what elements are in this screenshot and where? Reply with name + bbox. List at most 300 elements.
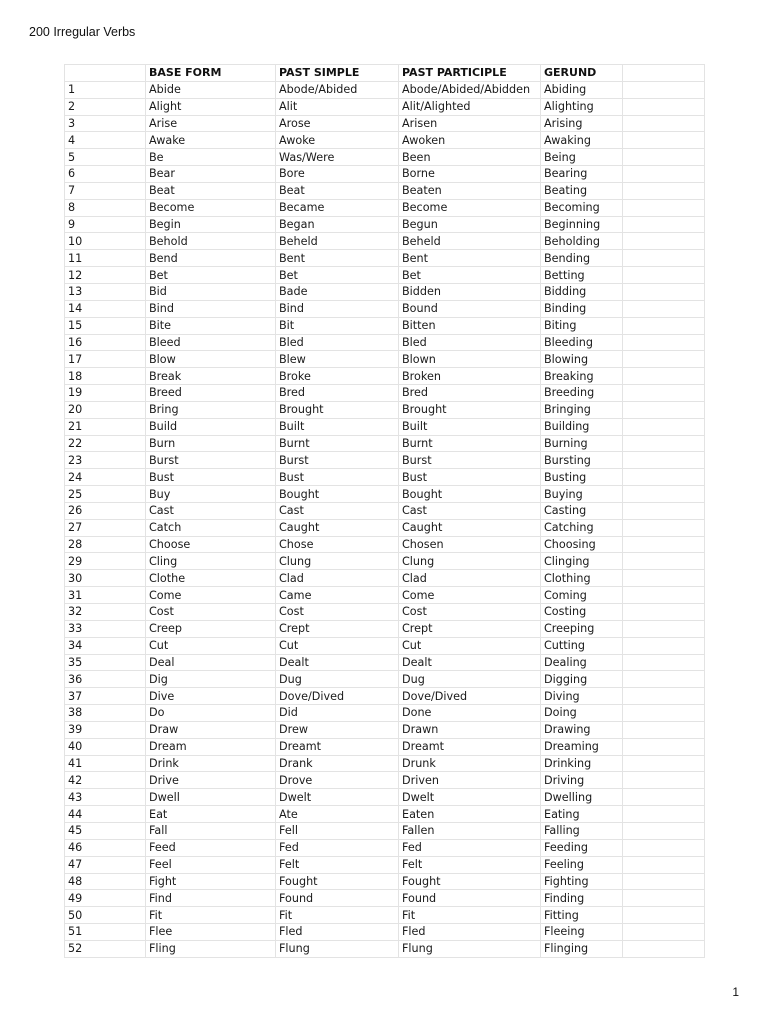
row-number: 37 bbox=[65, 688, 146, 705]
base-form-cell: Feed bbox=[146, 839, 276, 856]
row-number: 6 bbox=[65, 166, 146, 183]
gerund-cell: Busting bbox=[541, 469, 623, 486]
past-participle-cell: Bound bbox=[399, 300, 541, 317]
table-row bbox=[65, 182, 705, 199]
table-row bbox=[65, 789, 705, 806]
gerund-cell: Driving bbox=[541, 772, 623, 789]
past-participle-cell: Bent bbox=[399, 250, 541, 267]
page-number: 1 bbox=[732, 985, 739, 999]
base-form-cell: Arise bbox=[146, 115, 276, 132]
table-row bbox=[65, 671, 705, 688]
row-number: 17 bbox=[65, 351, 146, 368]
gerund-cell: Fleeing bbox=[541, 924, 623, 941]
row-number: 42 bbox=[65, 772, 146, 789]
table-row bbox=[65, 502, 705, 519]
base-form-cell: Dive bbox=[146, 688, 276, 705]
gerund-cell: Burning bbox=[541, 435, 623, 452]
empty-cell bbox=[623, 115, 705, 132]
past-simple-cell: Ate bbox=[276, 806, 399, 823]
past-simple-cell: Drank bbox=[276, 755, 399, 772]
past-simple-cell: Chose bbox=[276, 536, 399, 553]
past-participle-cell: Clad bbox=[399, 570, 541, 587]
past-simple-cell: Bit bbox=[276, 317, 399, 334]
row-number: 2 bbox=[65, 98, 146, 115]
past-participle-cell: Eaten bbox=[399, 806, 541, 823]
empty-cell bbox=[623, 486, 705, 503]
past-simple-cell: Built bbox=[276, 418, 399, 435]
past-participle-cell: Clung bbox=[399, 553, 541, 570]
past-simple-cell: Brought bbox=[276, 401, 399, 418]
row-number: 41 bbox=[65, 755, 146, 772]
past-participle-cell: Drunk bbox=[399, 755, 541, 772]
base-form-cell: Cling bbox=[146, 553, 276, 570]
table-row bbox=[65, 351, 705, 368]
gerund-cell: Bearing bbox=[541, 166, 623, 183]
empty-cell bbox=[623, 452, 705, 469]
base-form-cell: Find bbox=[146, 890, 276, 907]
past-simple-cell: Clung bbox=[276, 553, 399, 570]
table-row bbox=[65, 721, 705, 738]
row-number: 26 bbox=[65, 502, 146, 519]
table-row bbox=[65, 890, 705, 907]
empty-cell bbox=[623, 587, 705, 604]
past-participle-cell: Arisen bbox=[399, 115, 541, 132]
empty-cell bbox=[623, 654, 705, 671]
base-form-cell: Bring bbox=[146, 401, 276, 418]
table-row bbox=[65, 199, 705, 216]
base-form-cell: Choose bbox=[146, 536, 276, 553]
row-number: 24 bbox=[65, 469, 146, 486]
table-row bbox=[65, 166, 705, 183]
row-number: 51 bbox=[65, 924, 146, 941]
base-form-cell: Dream bbox=[146, 738, 276, 755]
base-form-cell: Build bbox=[146, 418, 276, 435]
past-participle-cell: Crept bbox=[399, 620, 541, 637]
table-row bbox=[65, 300, 705, 317]
past-simple-cell: Bled bbox=[276, 334, 399, 351]
base-form-cell: Bleed bbox=[146, 334, 276, 351]
past-simple-cell: Dove/Dived bbox=[276, 688, 399, 705]
table-row bbox=[65, 98, 705, 115]
header-number bbox=[65, 65, 146, 82]
gerund-cell: Betting bbox=[541, 267, 623, 284]
table-row bbox=[65, 452, 705, 469]
gerund-cell: Becoming bbox=[541, 199, 623, 216]
row-number: 43 bbox=[65, 789, 146, 806]
row-number: 3 bbox=[65, 115, 146, 132]
past-participle-cell: Burst bbox=[399, 452, 541, 469]
past-participle-cell: Drawn bbox=[399, 721, 541, 738]
empty-cell bbox=[623, 233, 705, 250]
row-number: 35 bbox=[65, 654, 146, 671]
past-simple-cell: Awoke bbox=[276, 132, 399, 149]
base-form-cell: Clothe bbox=[146, 570, 276, 587]
empty-cell bbox=[623, 553, 705, 570]
table-row bbox=[65, 317, 705, 334]
gerund-cell: Drinking bbox=[541, 755, 623, 772]
past-participle-cell: Found bbox=[399, 890, 541, 907]
past-simple-cell: Arose bbox=[276, 115, 399, 132]
gerund-cell: Bending bbox=[541, 250, 623, 267]
empty-cell bbox=[623, 705, 705, 722]
base-form-cell: Bind bbox=[146, 300, 276, 317]
past-participle-cell: Beaten bbox=[399, 182, 541, 199]
past-participle-cell: Begun bbox=[399, 216, 541, 233]
past-participle-cell: Alit/Alighted bbox=[399, 98, 541, 115]
past-participle-cell: Beheld bbox=[399, 233, 541, 250]
past-simple-cell: Cast bbox=[276, 502, 399, 519]
base-form-cell: Abide bbox=[146, 81, 276, 98]
gerund-cell: Digging bbox=[541, 671, 623, 688]
past-simple-cell: Crept bbox=[276, 620, 399, 637]
gerund-cell: Buying bbox=[541, 486, 623, 503]
past-simple-cell: Came bbox=[276, 587, 399, 604]
gerund-cell: Choosing bbox=[541, 536, 623, 553]
table-row bbox=[65, 385, 705, 402]
empty-cell bbox=[623, 149, 705, 166]
base-form-cell: Awake bbox=[146, 132, 276, 149]
row-number: 18 bbox=[65, 368, 146, 385]
table-row bbox=[65, 806, 705, 823]
past-simple-cell: Bade bbox=[276, 283, 399, 300]
base-form-cell: Bust bbox=[146, 469, 276, 486]
row-number: 28 bbox=[65, 536, 146, 553]
base-form-cell: Cast bbox=[146, 502, 276, 519]
row-number: 27 bbox=[65, 519, 146, 536]
row-number: 16 bbox=[65, 334, 146, 351]
row-number: 13 bbox=[65, 283, 146, 300]
past-simple-cell: Drew bbox=[276, 721, 399, 738]
past-participle-cell: Cut bbox=[399, 637, 541, 654]
past-participle-cell: Cast bbox=[399, 502, 541, 519]
gerund-cell: Bringing bbox=[541, 401, 623, 418]
gerund-cell: Diving bbox=[541, 688, 623, 705]
empty-cell bbox=[623, 924, 705, 941]
base-form-cell: Draw bbox=[146, 721, 276, 738]
row-number: 29 bbox=[65, 553, 146, 570]
base-form-cell: Eat bbox=[146, 806, 276, 823]
empty-cell bbox=[623, 806, 705, 823]
past-simple-cell: Bred bbox=[276, 385, 399, 402]
past-simple-cell: Dealt bbox=[276, 654, 399, 671]
row-number: 36 bbox=[65, 671, 146, 688]
past-participle-cell: Awoken bbox=[399, 132, 541, 149]
table-row bbox=[65, 907, 705, 924]
gerund-cell: Breaking bbox=[541, 368, 623, 385]
base-form-cell: Cut bbox=[146, 637, 276, 654]
base-form-cell: Bid bbox=[146, 283, 276, 300]
gerund-cell: Being bbox=[541, 149, 623, 166]
gerund-cell: Bleeding bbox=[541, 334, 623, 351]
past-participle-cell: Come bbox=[399, 587, 541, 604]
past-simple-cell: Felt bbox=[276, 856, 399, 873]
table-row bbox=[65, 772, 705, 789]
past-simple-cell: Dreamt bbox=[276, 738, 399, 755]
past-participle-cell: Broken bbox=[399, 368, 541, 385]
past-participle-cell: Bust bbox=[399, 469, 541, 486]
header-past-simple: PAST SIMPLE bbox=[276, 65, 399, 82]
past-participle-cell: Dove/Dived bbox=[399, 688, 541, 705]
past-simple-cell: Found bbox=[276, 890, 399, 907]
gerund-cell: Bursting bbox=[541, 452, 623, 469]
row-number: 39 bbox=[65, 721, 146, 738]
row-number: 21 bbox=[65, 418, 146, 435]
base-form-cell: Alight bbox=[146, 98, 276, 115]
gerund-cell: Finding bbox=[541, 890, 623, 907]
empty-cell bbox=[623, 317, 705, 334]
past-simple-cell: Alit bbox=[276, 98, 399, 115]
row-number: 22 bbox=[65, 435, 146, 452]
empty-cell bbox=[623, 351, 705, 368]
past-participle-cell: Fallen bbox=[399, 822, 541, 839]
empty-cell bbox=[623, 418, 705, 435]
gerund-cell: Catching bbox=[541, 519, 623, 536]
empty-cell bbox=[623, 738, 705, 755]
base-form-cell: Breed bbox=[146, 385, 276, 402]
table-row bbox=[65, 81, 705, 98]
gerund-cell: Feeling bbox=[541, 856, 623, 873]
empty-cell bbox=[623, 570, 705, 587]
table-row bbox=[65, 267, 705, 284]
base-form-cell: Flee bbox=[146, 924, 276, 941]
empty-cell bbox=[623, 890, 705, 907]
empty-cell bbox=[623, 940, 705, 957]
past-simple-cell: Fit bbox=[276, 907, 399, 924]
table-row bbox=[65, 822, 705, 839]
gerund-cell: Doing bbox=[541, 705, 623, 722]
table-row bbox=[65, 401, 705, 418]
gerund-cell: Breeding bbox=[541, 385, 623, 402]
gerund-cell: Alighting bbox=[541, 98, 623, 115]
table-row bbox=[65, 570, 705, 587]
base-form-cell: Do bbox=[146, 705, 276, 722]
empty-cell bbox=[623, 620, 705, 637]
table-row bbox=[65, 233, 705, 250]
past-simple-cell: Burst bbox=[276, 452, 399, 469]
past-simple-cell: Broke bbox=[276, 368, 399, 385]
past-simple-cell: Fed bbox=[276, 839, 399, 856]
past-simple-cell: Burnt bbox=[276, 435, 399, 452]
gerund-cell: Cutting bbox=[541, 637, 623, 654]
row-number: 34 bbox=[65, 637, 146, 654]
past-simple-cell: Cut bbox=[276, 637, 399, 654]
base-form-cell: Bite bbox=[146, 317, 276, 334]
empty-cell bbox=[623, 216, 705, 233]
past-participle-cell: Burnt bbox=[399, 435, 541, 452]
table-row bbox=[65, 283, 705, 300]
table-row bbox=[65, 738, 705, 755]
table-row bbox=[65, 604, 705, 621]
past-simple-cell: Did bbox=[276, 705, 399, 722]
row-number: 30 bbox=[65, 570, 146, 587]
row-number: 46 bbox=[65, 839, 146, 856]
past-participle-cell: Bled bbox=[399, 334, 541, 351]
table-row bbox=[65, 368, 705, 385]
base-form-cell: Beat bbox=[146, 182, 276, 199]
empty-cell bbox=[623, 772, 705, 789]
table-body bbox=[65, 81, 705, 957]
table-row bbox=[65, 216, 705, 233]
table-row bbox=[65, 637, 705, 654]
table-row bbox=[65, 940, 705, 957]
past-participle-cell: Fed bbox=[399, 839, 541, 856]
row-number: 25 bbox=[65, 486, 146, 503]
empty-cell bbox=[623, 789, 705, 806]
base-form-cell: Burn bbox=[146, 435, 276, 452]
empty-cell bbox=[623, 839, 705, 856]
gerund-cell: Biting bbox=[541, 317, 623, 334]
row-number: 32 bbox=[65, 604, 146, 621]
base-form-cell: Behold bbox=[146, 233, 276, 250]
empty-cell bbox=[623, 166, 705, 183]
base-form-cell: Become bbox=[146, 199, 276, 216]
base-form-cell: Burst bbox=[146, 452, 276, 469]
gerund-cell: Fighting bbox=[541, 873, 623, 890]
base-form-cell: Begin bbox=[146, 216, 276, 233]
table-row bbox=[65, 334, 705, 351]
table-row bbox=[65, 149, 705, 166]
past-participle-cell: Bought bbox=[399, 486, 541, 503]
table-row bbox=[65, 115, 705, 132]
past-simple-cell: Cost bbox=[276, 604, 399, 621]
empty-cell bbox=[623, 98, 705, 115]
gerund-cell: Blowing bbox=[541, 351, 623, 368]
past-simple-cell: Bent bbox=[276, 250, 399, 267]
empty-cell bbox=[623, 81, 705, 98]
past-simple-cell: Dwelt bbox=[276, 789, 399, 806]
empty-cell bbox=[623, 536, 705, 553]
past-simple-cell: Bet bbox=[276, 267, 399, 284]
gerund-cell: Arising bbox=[541, 115, 623, 132]
empty-cell bbox=[623, 334, 705, 351]
past-participle-cell: Flung bbox=[399, 940, 541, 957]
irregular-verbs-table bbox=[64, 64, 705, 958]
gerund-cell: Awaking bbox=[541, 132, 623, 149]
row-number: 52 bbox=[65, 940, 146, 957]
table-row bbox=[65, 132, 705, 149]
gerund-cell: Dreaming bbox=[541, 738, 623, 755]
empty-cell bbox=[623, 873, 705, 890]
gerund-cell: Casting bbox=[541, 502, 623, 519]
empty-cell bbox=[623, 469, 705, 486]
base-form-cell: Break bbox=[146, 368, 276, 385]
row-number: 38 bbox=[65, 705, 146, 722]
row-number: 44 bbox=[65, 806, 146, 823]
base-form-cell: Blow bbox=[146, 351, 276, 368]
row-number: 12 bbox=[65, 267, 146, 284]
base-form-cell: Drive bbox=[146, 772, 276, 789]
past-simple-cell: Drove bbox=[276, 772, 399, 789]
past-simple-cell: Bust bbox=[276, 469, 399, 486]
gerund-cell: Dwelling bbox=[541, 789, 623, 806]
base-form-cell: Fling bbox=[146, 940, 276, 957]
table-row bbox=[65, 873, 705, 890]
gerund-cell: Drawing bbox=[541, 721, 623, 738]
row-number: 8 bbox=[65, 199, 146, 216]
empty-cell bbox=[623, 755, 705, 772]
base-form-cell: Bear bbox=[146, 166, 276, 183]
empty-cell bbox=[623, 856, 705, 873]
gerund-cell: Feeding bbox=[541, 839, 623, 856]
row-number: 23 bbox=[65, 452, 146, 469]
past-simple-cell: Was/Were bbox=[276, 149, 399, 166]
past-simple-cell: Flung bbox=[276, 940, 399, 957]
base-form-cell: Be bbox=[146, 149, 276, 166]
past-simple-cell: Clad bbox=[276, 570, 399, 587]
past-simple-cell: Fell bbox=[276, 822, 399, 839]
past-participle-cell: Fled bbox=[399, 924, 541, 941]
empty-cell bbox=[623, 199, 705, 216]
table-row bbox=[65, 620, 705, 637]
gerund-cell: Eating bbox=[541, 806, 623, 823]
past-participle-cell: Blown bbox=[399, 351, 541, 368]
table-header bbox=[65, 65, 705, 82]
base-form-cell: Fight bbox=[146, 873, 276, 890]
base-form-cell: Cost bbox=[146, 604, 276, 621]
gerund-cell: Building bbox=[541, 418, 623, 435]
header-past-participle: PAST PARTICIPLE bbox=[399, 65, 541, 82]
empty-cell bbox=[623, 637, 705, 654]
past-simple-cell: Bind bbox=[276, 300, 399, 317]
gerund-cell: Fitting bbox=[541, 907, 623, 924]
row-number: 31 bbox=[65, 587, 146, 604]
past-participle-cell: Chosen bbox=[399, 536, 541, 553]
empty-cell bbox=[623, 604, 705, 621]
past-participle-cell: Brought bbox=[399, 401, 541, 418]
past-simple-cell: Fought bbox=[276, 873, 399, 890]
row-number: 48 bbox=[65, 873, 146, 890]
row-number: 4 bbox=[65, 132, 146, 149]
row-number: 33 bbox=[65, 620, 146, 637]
empty-cell bbox=[623, 907, 705, 924]
row-number: 45 bbox=[65, 822, 146, 839]
base-form-cell: Buy bbox=[146, 486, 276, 503]
row-number: 19 bbox=[65, 385, 146, 402]
gerund-cell: Falling bbox=[541, 822, 623, 839]
row-number: 15 bbox=[65, 317, 146, 334]
gerund-cell: Flinging bbox=[541, 940, 623, 957]
base-form-cell: Bet bbox=[146, 267, 276, 284]
base-form-cell: Deal bbox=[146, 654, 276, 671]
past-participle-cell: Dug bbox=[399, 671, 541, 688]
table-row bbox=[65, 519, 705, 536]
gerund-cell: Beginning bbox=[541, 216, 623, 233]
table-row bbox=[65, 486, 705, 503]
past-simple-cell: Became bbox=[276, 199, 399, 216]
base-form-cell: Feel bbox=[146, 856, 276, 873]
past-simple-cell: Beheld bbox=[276, 233, 399, 250]
past-simple-cell: Bought bbox=[276, 486, 399, 503]
table-row bbox=[65, 755, 705, 772]
past-simple-cell: Blew bbox=[276, 351, 399, 368]
empty-cell bbox=[623, 250, 705, 267]
base-form-cell: Catch bbox=[146, 519, 276, 536]
past-participle-cell: Built bbox=[399, 418, 541, 435]
table-row bbox=[65, 856, 705, 873]
empty-cell bbox=[623, 519, 705, 536]
base-form-cell: Fit bbox=[146, 907, 276, 924]
empty-cell bbox=[623, 283, 705, 300]
gerund-cell: Costing bbox=[541, 604, 623, 621]
empty-cell bbox=[623, 401, 705, 418]
header-row bbox=[65, 65, 705, 82]
header-base-form: BASE FORM bbox=[146, 65, 276, 82]
table-row bbox=[65, 705, 705, 722]
table-row bbox=[65, 924, 705, 941]
gerund-cell: Creeping bbox=[541, 620, 623, 637]
base-form-cell: Dwell bbox=[146, 789, 276, 806]
row-number: 9 bbox=[65, 216, 146, 233]
